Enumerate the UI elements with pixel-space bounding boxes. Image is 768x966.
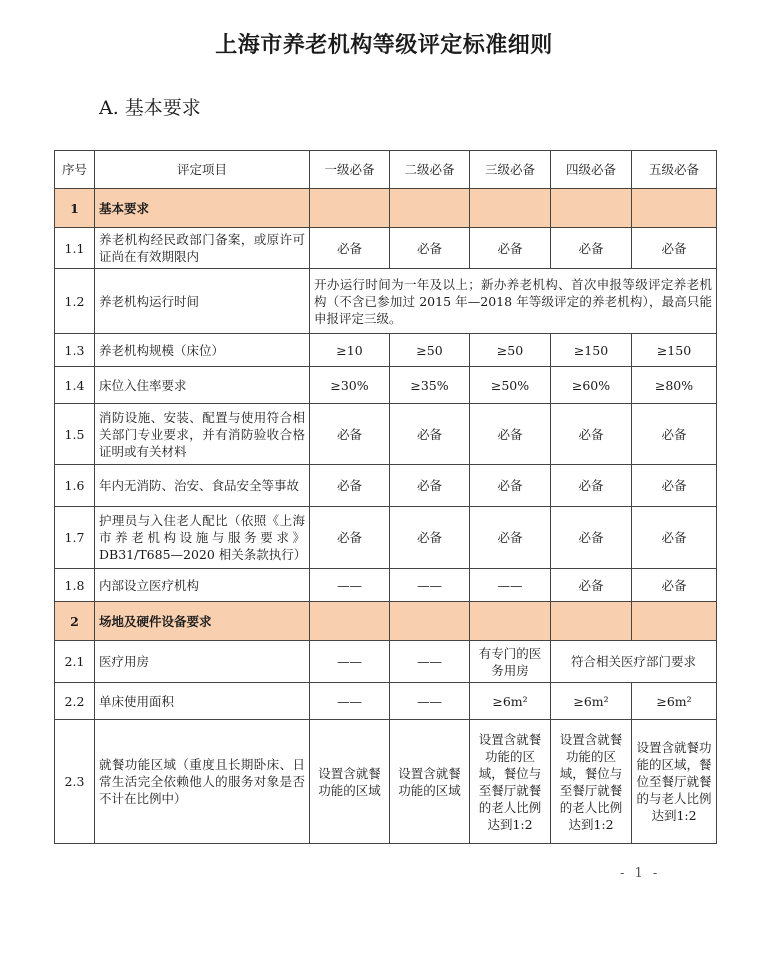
level-4-cell: ≥6m²: [551, 683, 632, 720]
row-item: 就餐功能区域（重度且长期卧床、日常生活完全依赖他人的服务对象是否不计在比例中）: [95, 720, 310, 844]
level-2-cell: ——: [390, 569, 470, 602]
level-3-cell: 必备: [470, 404, 551, 465]
level-1-cell: 必备: [310, 507, 390, 569]
header-cell: 五级必备: [632, 151, 717, 189]
table-row: [55, 404, 717, 465]
merged-requirement-cell: 开办运行时间为一年及以上；新办养老机构、首次申报等级评定养老机构（不含已参加过 2015 年—2018 年等级评定的养老机构），最高只能申报评定三级。: [310, 269, 717, 334]
row-number: 1.2: [55, 269, 95, 334]
section-heading: A. 基本要求: [99, 97, 201, 119]
header-cell: 四级必备: [551, 151, 632, 189]
level-3-cell: ≥50%: [470, 367, 551, 404]
level-2-cell: 必备: [390, 228, 470, 269]
row-item: 内部设立医疗机构: [95, 569, 310, 602]
level-4-cell: ≥150: [551, 334, 632, 367]
level-2-cell: 必备: [390, 465, 470, 507]
table-row: [55, 507, 717, 569]
level-5-cell: ≥80%: [632, 367, 717, 404]
level-5-cell: ≥150: [632, 334, 717, 367]
row-item: 床位入住率要求: [95, 367, 310, 404]
level-2-cell: 必备: [390, 507, 470, 569]
row-number: 2.2: [55, 683, 95, 720]
table-row: [55, 367, 717, 404]
table-row: [55, 569, 717, 602]
level-5-cell: 必备: [632, 507, 717, 569]
row-item: 养老机构规模（床位）: [95, 334, 310, 367]
level-5-cell: ≥6m²: [632, 683, 717, 720]
table-row: [55, 334, 717, 367]
level-1-cell: ——: [310, 641, 390, 683]
table-row: [55, 465, 717, 507]
level-3-cell: 设置含就餐功能的区域，餐位与至餐厅就餐的老人比例达到1:2: [470, 720, 551, 844]
level-2-cell: ≥50: [390, 334, 470, 367]
row-item: 单床使用面积: [95, 683, 310, 720]
level-3-cell: 必备: [470, 507, 551, 569]
level-1-cell: ≥30%: [310, 367, 390, 404]
level-5-cell: 必备: [632, 465, 717, 507]
row-number: 1.1: [55, 228, 95, 269]
header-cell: 二级必备: [390, 151, 470, 189]
level-3-cell: ≥6m²: [470, 683, 551, 720]
table-row: [55, 720, 717, 844]
category-name: 基本要求: [95, 189, 310, 228]
table-row: [55, 641, 717, 683]
category-row: [55, 189, 717, 228]
level-1-cell: ——: [310, 569, 390, 602]
level-2-cell: ——: [390, 641, 470, 683]
header-cell: 序号: [55, 151, 95, 189]
table-row: [55, 269, 717, 334]
row-number: 1.5: [55, 404, 95, 465]
level-4-cell: 必备: [551, 228, 632, 269]
category-number: 1: [55, 189, 95, 228]
category-row: [55, 602, 717, 641]
level-1-cell: 必备: [310, 404, 390, 465]
row-item: 年内无消防、治安、食品安全等事故: [95, 465, 310, 507]
level-1-cell: 必备: [310, 465, 390, 507]
level-4-cell: 必备: [551, 569, 632, 602]
level-5-cell: 必备: [632, 228, 717, 269]
table-row: [55, 683, 717, 720]
level-5-cell: 必备: [632, 404, 717, 465]
level-5-cell: 设置含就餐功能的区域，餐位至餐厅就餐的与老人比例达到1:2: [632, 720, 717, 844]
level-4-5-merged-cell: 符合相关医疗部门要求: [551, 641, 717, 683]
row-item: 养老机构经民政部门备案，或原许可证尚在有效期限内: [95, 228, 310, 269]
level-2-cell: ——: [390, 683, 470, 720]
level-2-cell: 必备: [390, 404, 470, 465]
table-row: [55, 228, 717, 269]
standards-table: [54, 150, 717, 844]
row-number: 1.3: [55, 334, 95, 367]
level-3-cell: ——: [470, 569, 551, 602]
document-title: 上海市养老机构等级评定标准细则: [215, 32, 553, 58]
row-item: 消防设施、安装、配置与使用符合相关部门专业要求，并有消防验收合格证明或有关材料: [95, 404, 310, 465]
level-3-cell: 有专门的医务用房: [470, 641, 551, 683]
level-2-cell: 设置含就餐功能的区域: [390, 720, 470, 844]
level-1-cell: 必备: [310, 228, 390, 269]
level-5-cell: 必备: [632, 569, 717, 602]
level-4-cell: 必备: [551, 404, 632, 465]
category-number: 2: [55, 602, 95, 641]
level-4-cell: ≥60%: [551, 367, 632, 404]
page-number: - 1 -: [620, 866, 661, 881]
row-item: 医疗用房: [95, 641, 310, 683]
level-4-cell: 必备: [551, 465, 632, 507]
level-1-cell: 设置含就餐功能的区域: [310, 720, 390, 844]
row-number: 1.8: [55, 569, 95, 602]
level-3-cell: 必备: [470, 465, 551, 507]
row-number: 1.6: [55, 465, 95, 507]
level-2-cell: ≥35%: [390, 367, 470, 404]
row-item: 养老机构运行时间: [95, 269, 310, 334]
level-3-cell: 必备: [470, 228, 551, 269]
row-number: 1.4: [55, 367, 95, 404]
header-cell: 三级必备: [470, 151, 551, 189]
row-number: 2.1: [55, 641, 95, 683]
level-1-cell: ≥10: [310, 334, 390, 367]
level-4-cell: 设置含就餐功能的区域，餐位与至餐厅就餐的老人比例达到1:2: [551, 720, 632, 844]
level-3-cell: ≥50: [470, 334, 551, 367]
header-cell: 评定项目: [95, 151, 310, 189]
header-cell: 一级必备: [310, 151, 390, 189]
row-number: 2.3: [55, 720, 95, 844]
row-item: 护理员与入住老人配比（依照《上海市养老机构设施与服务要求》DB31/T685—2020 相关条款执行）: [95, 507, 310, 569]
row-number: 1.7: [55, 507, 95, 569]
category-name: 场地及硬件设备要求: [95, 602, 310, 641]
table-header-row: [55, 151, 717, 189]
level-1-cell: ——: [310, 683, 390, 720]
level-4-cell: 必备: [551, 507, 632, 569]
